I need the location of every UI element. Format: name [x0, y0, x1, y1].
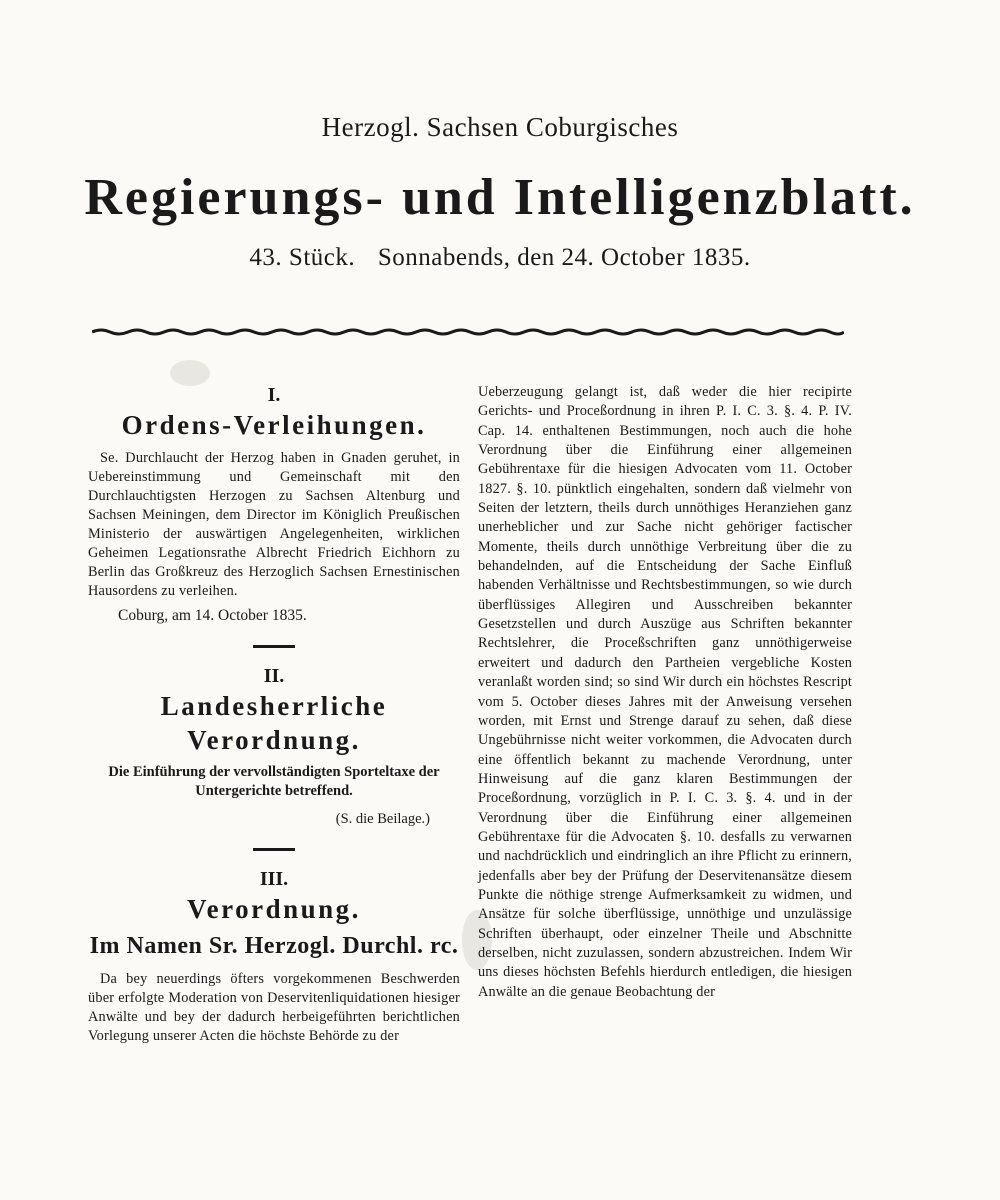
- section-numeral: II.: [263, 664, 285, 687]
- section-numeral: I.: [267, 384, 281, 406]
- section-invocation: Im Namen Sr. Herzogl. Durchl. rc.: [89, 933, 459, 959]
- right-column: [478, 383, 852, 1002]
- issue-line: [0, 244, 1000, 272]
- section-numeral: III.: [259, 868, 289, 891]
- section-ordinance: [88, 664, 460, 829]
- section-dateline: Coburg, am 14. October 1835.: [118, 606, 307, 624]
- left-column: [88, 383, 460, 1046]
- section-decree: [88, 867, 460, 1046]
- section-note: (S. die Beilage.): [335, 811, 430, 828]
- masthead-title: Regierungs- und Intelligenzblatt.: [84, 169, 916, 226]
- section-body: Da bey neuerdings öfters vorgekommenen Beschwerden über erfolgte Moderation von Deservitenliquidationen hiesiger Anwälte und bey der dadurch herbeigeführten berichtlichen Vorlegung unserer Acten die höchste Behörde zu der: [88, 971, 460, 1044]
- section-title: Ordens-Verleihungen.: [121, 410, 427, 440]
- issue-date: Sonnabends, den 24. October 1835.: [377, 244, 751, 272]
- section-subtitle: Die Einführung der vervollständigten Sporteltaxe der Untergerichte betreffend.: [108, 764, 440, 800]
- header-divider-rule: [92, 327, 844, 337]
- masthead-supertitle: Herzogl. Sachsen Coburgisches: [321, 112, 679, 142]
- section-divider: [253, 645, 295, 648]
- section-body: Se. Durchlaucht der Herzog haben in Gnaden geruhet, in Uebereinstimmung und Gemeinschaft mit den Durchlauchtigsten Herzogen zu Sachsen Altenburg und Sachsen Meiningen, dem Director im Königlich Preußischen Ministerio der auswärtigen Angelegenheiten, wirklichen Geheimen Legationsrathe Albrecht Friedrich Eichhorn zu Berlin das Großkreuz des Herzoglich Sachsen Ernestinischen Hausordens zu verleihen.: [88, 449, 460, 599]
- continued-body-text: Ueberzeugung gelangt ist, daß weder die hier recipirte Gerichts- und Proceßordnung in ihren P. I. C. 3. §. 4. P. IV. Cap. 14. enthaltenen Bestimmungen, noch auch die hohe Verordnung über die Einführung einer allgemeinen Gebührentaxe für die hiesigen Advocaten vom 11. October 1827. §. 10. pünktlich eingehalten, sondern daß vielmehr von Seiten der letztern, theils durch unnöthiges Heranziehen ganz unerheblicher und zur Sache nicht gehöriger factischer Momente, theils durch unnöthige Verbreitung über die zu behandelnden, auf die Entscheidung der Sache Einfluß habenden Verhältnisse und Rechtsbestimmungen, so wie durch überflüssiges Allegiren und Ausschreiben bekannter Gesetzstellen und durch Auszüge aus Schriften bekannter Rechtslehrer, die Proceßschriften ganz unnöthigerweise erweitert und dadurch den Partheien vergebliche Kosten veranlaßt worden sind; so sind Wir durch ein höchstes Rescript vom 5. October dieses Jahres mit der Anweisung versehen worden, mit Ernst und Strenge darauf zu sehen, daß diese Ungebührnisse nicht weiter vorkommen, die Advocaten durch eine öffentlich bekannt zu machende Verordnung, unter Hinweisung auf die ganz klaren Bestimmungen der Proceßordnung, vorzüglich in P. I. C. 3. §. 4. und in der Verordnung über die Einführung einer allgemeinen Gebührentaxe für die Advocaten §. 10. desfalls zu verwarnen und nachdrücklich und eindringlich an ihre Pflicht zu erinnern, jedenfalls aber bey der Prüfung der Deservitenansätze diesem Punkte die nöthige strenge Aufmerksamkeit zu widmen, und Ansätze für solche überflüssige, unnöthige und unzulässige Schriften überhaupt, oder einzelner Theile und Abschnitte derselben, nicht zuzulassen, sondern abzustreichen. Indem Wir uns dieses höchsten Befehls hierdurch entledigen, die hiesigen Anwälte an die genaue Beobachtung der: [478, 384, 852, 1000]
- section-title: Landesherrliche Verordnung.: [160, 690, 388, 755]
- section-orders: [88, 383, 460, 625]
- masthead: [0, 112, 1000, 272]
- section-divider: [253, 848, 295, 851]
- section-title: Verordnung.: [187, 894, 361, 925]
- issue-number: 43. Stück.: [249, 244, 356, 272]
